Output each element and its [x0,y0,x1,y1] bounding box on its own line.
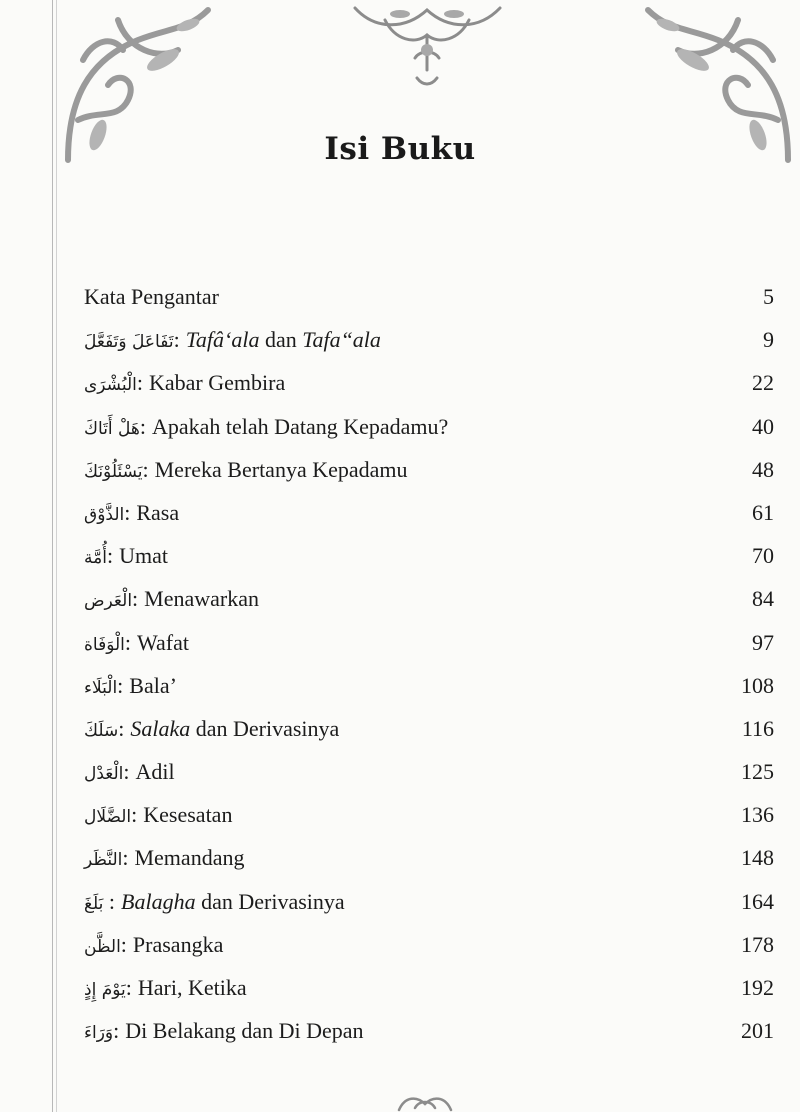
separator-colon: : [117,672,124,698]
page-number: 97 [752,629,774,655]
arabic-term: الذَّوْق [84,504,125,525]
separator-colon: : [136,370,144,396]
page-number: 40 [752,413,774,439]
arabic-term: الْبُشْرَى [84,375,137,396]
table-of-contents [84,284,774,1061]
page-number: 108 [741,672,774,698]
toc-entry-title [84,845,244,871]
separator-colon: : [118,715,125,741]
bottom-center-ornament [395,1088,455,1112]
separator-colon: : [122,845,129,871]
entry-text: Bala’ [129,672,177,698]
page-number: 84 [752,586,774,612]
toc-entry [84,716,774,759]
separator-colon: : [125,975,132,1000]
toc-entry [84,932,774,975]
page-number: 22 [752,370,774,396]
entry-text: Kabar Gembira [149,370,286,396]
toc-entry [84,1018,774,1061]
toc-entry [84,327,774,370]
entry-text: Balagha [121,888,196,914]
separator-colon: : [139,413,147,439]
page-number: 192 [741,975,774,1000]
entry-text: Hari, Ketika [137,975,247,1000]
toc-entry [84,975,774,1018]
arabic-term: وَرَاءَ [84,1023,114,1044]
separator-colon: : [106,543,114,569]
toc-entry-title [84,284,219,310]
toc-entry [84,630,774,673]
entry-text: dan [259,327,303,353]
entry-text: dan Derivasinya [195,888,345,914]
page-number: 48 [752,456,774,482]
toc-entry [84,414,774,457]
toc-entry [84,889,774,932]
entry-text: dan Derivasinya [190,715,340,741]
toc-entry [84,673,774,716]
separator-colon: : [120,931,127,957]
arabic-term: سَلَكَ [84,720,119,741]
page-number: 70 [752,543,774,569]
page-number: 164 [741,888,774,914]
toc-entry-title [84,716,339,742]
entry-text: Menawarkan [144,586,260,612]
toc-entry-title [84,327,381,353]
entry-text: Apakah telah Datang Kepadamu? [152,413,449,439]
entry-text: Kata Pengantar [84,284,219,309]
arabic-term: تَفَاعَلَ وَتَفَعَّلَ [84,332,174,353]
toc-entry-title [84,630,189,656]
toc-entry-title [84,370,285,396]
page-number: 201 [741,1018,774,1044]
entry-text: Tafâ‘ala [185,327,260,353]
separator-colon: : [103,888,116,914]
toc-entry-title [84,889,345,915]
page-border-line [52,0,57,1112]
arabic-term: يَوْمَ إِذٍ [84,980,126,1000]
separator-colon: : [123,759,130,785]
separator-colon: : [142,456,149,482]
separator-colon: : [173,327,180,353]
arabic-term: النَّظَر [84,850,123,871]
separator-colon: : [132,586,139,612]
arabic-term: الْعَرض [84,591,133,612]
toc-entry-title [84,543,168,569]
toc-entry [84,284,774,327]
arabic-term: هَلْ أَتَاكَ [84,418,140,439]
arabic-term: الظَّن [84,936,121,957]
toc-entry-title [84,759,175,785]
page-number: 9 [763,327,774,353]
separator-colon: : [113,1018,120,1044]
toc-entry-title [84,975,247,1001]
page-number: 178 [741,931,774,957]
entry-text: Umat [119,543,168,569]
arabic-term: بَلَغَ [84,893,104,914]
separator-colon: : [124,499,131,525]
top-center-ornament [345,0,510,90]
page-number: 5 [763,284,774,309]
toc-entry-title [84,802,232,828]
entry-text: Kesesatan [143,802,233,828]
arabic-term: أُمَّة [84,548,107,569]
entry-text: Wafat [137,629,190,655]
separator-colon: : [131,802,138,828]
entry-text: Prasangka [132,931,224,957]
page-number: 125 [741,759,774,785]
toc-entry-title [84,673,177,699]
toc-entry-title [84,500,179,526]
toc-entry [84,586,774,629]
toc-entry [84,845,774,888]
toc-entry [84,457,774,500]
toc-entry [84,500,774,543]
entry-text: Memandang [134,845,245,871]
entry-text: Mereka Bertanya Kepadamu [154,456,408,482]
toc-entry [84,802,774,845]
toc-entry-title [84,932,223,958]
entry-text: Adil [135,759,175,785]
entry-text: Di Belakang dan Di Depan [125,1018,364,1044]
page-number: 116 [741,715,774,741]
arabic-term: الْعَدْل [84,764,124,785]
toc-entry [84,543,774,586]
entry-text: Salaka [130,715,191,741]
entry-text: Rasa [136,499,180,525]
toc-entry [84,370,774,413]
toc-entry-title [84,457,408,483]
toc-entry [84,759,774,802]
page-number: 61 [752,499,774,525]
page-number: 148 [741,845,774,871]
toc-entry-title [84,586,259,612]
arabic-term: الضَّلَال [84,807,132,828]
toc-entry-title [84,414,448,440]
toc-entry-title [84,1018,364,1044]
arabic-term: يَسْئَلُوْنَكَ [84,461,143,482]
entry-text: Tafa“ala [302,327,381,353]
separator-colon: : [124,629,132,655]
arabic-term: الْوَفَاة [84,634,125,655]
page-number: 136 [741,802,774,828]
page-title: Isi Buku [324,130,476,167]
arabic-term: الْبَلَاء [84,677,118,698]
